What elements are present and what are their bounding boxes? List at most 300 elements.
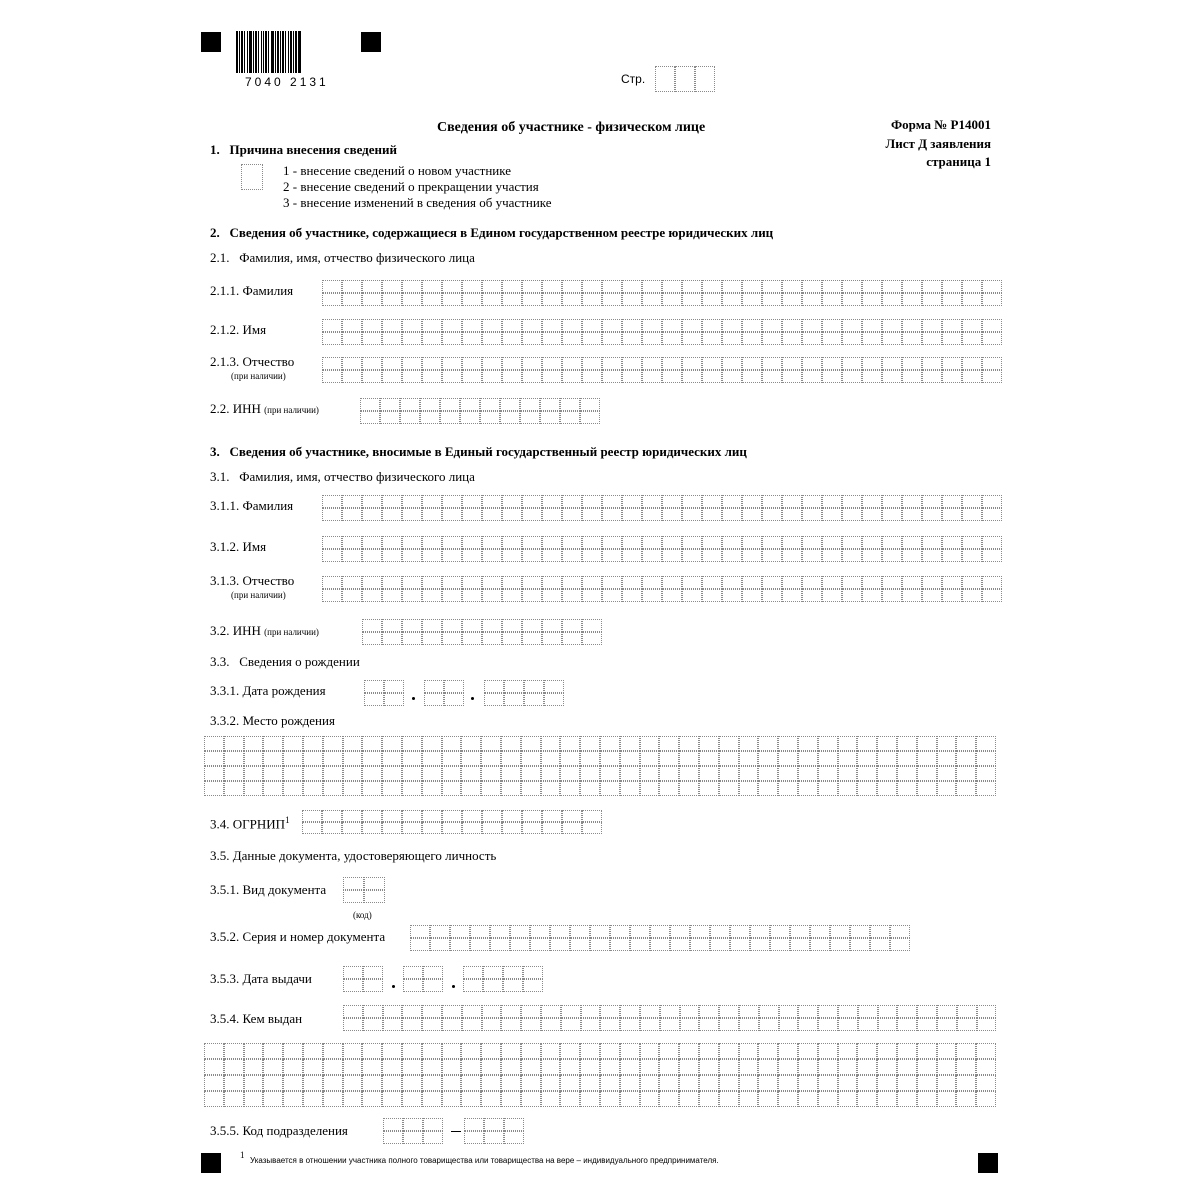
input-cell bbox=[464, 1118, 484, 1131]
input-cell bbox=[442, 822, 462, 834]
input-cell bbox=[622, 495, 642, 508]
input-cell bbox=[450, 938, 470, 951]
input-cell bbox=[542, 293, 562, 306]
input-cell bbox=[699, 1005, 719, 1018]
reason-option-2: 2 - внесение сведений о прекращении участия bbox=[283, 179, 539, 194]
input-cell bbox=[937, 751, 957, 766]
input-cell bbox=[522, 319, 542, 332]
input-cell bbox=[682, 280, 702, 293]
input-cell bbox=[422, 810, 442, 822]
input-cell bbox=[758, 1059, 778, 1075]
input-cell bbox=[580, 398, 600, 411]
input-cell bbox=[502, 332, 522, 345]
input-cell bbox=[659, 1043, 679, 1059]
input-cell bbox=[822, 589, 842, 602]
input-cell bbox=[524, 680, 544, 693]
input-cell bbox=[838, 781, 858, 796]
input-cell bbox=[562, 632, 582, 645]
input-cell bbox=[640, 781, 660, 796]
input-cell bbox=[702, 549, 722, 562]
input-cell bbox=[522, 576, 542, 589]
s2-inn-field[interactable] bbox=[360, 398, 600, 424]
input-cell bbox=[818, 766, 838, 781]
barcode-bar bbox=[288, 31, 289, 73]
input-cell bbox=[642, 357, 662, 370]
input-cell bbox=[580, 1043, 600, 1059]
input-cell bbox=[283, 781, 303, 796]
input-cell bbox=[722, 536, 742, 549]
input-cell bbox=[660, 1005, 680, 1018]
input-cell bbox=[640, 766, 660, 781]
input-cell bbox=[897, 766, 917, 781]
input-cell bbox=[878, 1018, 898, 1031]
s3-doc-issued-by-field-rest[interactable] bbox=[204, 1043, 996, 1107]
input-cell bbox=[442, 751, 462, 766]
section2-title: 2. Сведения об участнике, содержащиеся в Едином государственном реестре юридических лиц bbox=[210, 225, 774, 240]
input-cell bbox=[842, 508, 862, 521]
page-number-cells[interactable] bbox=[655, 66, 715, 92]
barcode-image bbox=[236, 31, 354, 75]
input-cell bbox=[224, 766, 244, 781]
input-cell bbox=[600, 1059, 620, 1075]
input-cell bbox=[956, 751, 976, 766]
input-cell bbox=[662, 576, 682, 589]
input-cell bbox=[600, 1075, 620, 1091]
s3-birth-year-field[interactable] bbox=[484, 680, 564, 706]
input-cell bbox=[424, 693, 444, 706]
input-cell bbox=[877, 1091, 897, 1107]
input-cell bbox=[602, 280, 622, 293]
input-cell bbox=[402, 822, 422, 834]
input-cell bbox=[838, 1005, 858, 1018]
input-cell bbox=[739, 1059, 759, 1075]
s3-birth-place-field[interactable] bbox=[204, 736, 996, 796]
barcode-bar bbox=[236, 31, 238, 73]
input-cell bbox=[244, 1091, 264, 1107]
input-cell bbox=[897, 736, 917, 751]
s2-inn-text: 2.2. ИНН bbox=[210, 401, 261, 416]
input-cell bbox=[362, 810, 382, 822]
input-cell bbox=[640, 1091, 660, 1107]
input-cell bbox=[842, 495, 862, 508]
input-cell bbox=[542, 822, 562, 834]
input-cell bbox=[742, 508, 762, 521]
input-cell bbox=[778, 736, 798, 751]
input-cell bbox=[322, 589, 342, 602]
input-cell bbox=[862, 589, 882, 602]
s3-doc-issue-year-field[interactable] bbox=[463, 966, 543, 992]
input-cell bbox=[502, 319, 522, 332]
input-cell bbox=[877, 766, 897, 781]
input-cell bbox=[263, 1075, 283, 1091]
barcode-bar bbox=[275, 31, 276, 73]
input-cell bbox=[362, 751, 382, 766]
input-cell bbox=[224, 751, 244, 766]
input-cell bbox=[922, 508, 942, 521]
input-cell bbox=[520, 398, 540, 411]
s2-name-field[interactable] bbox=[322, 319, 1002, 345]
input-cell bbox=[322, 495, 342, 508]
barcode-bar bbox=[253, 31, 254, 73]
input-cell bbox=[822, 536, 842, 549]
input-cell bbox=[682, 508, 702, 521]
input-cell bbox=[982, 370, 1002, 383]
input-cell bbox=[937, 1043, 957, 1059]
input-cell bbox=[620, 766, 640, 781]
input-cell bbox=[224, 781, 244, 796]
input-cell bbox=[561, 1005, 581, 1018]
input-cell bbox=[481, 751, 501, 766]
input-cell bbox=[702, 280, 722, 293]
input-cell bbox=[402, 280, 422, 293]
input-cell bbox=[422, 632, 442, 645]
s2-patronymic-field[interactable] bbox=[322, 357, 1002, 383]
input-cell bbox=[482, 632, 502, 645]
birth-date-separator-1 bbox=[412, 697, 415, 700]
input-cell bbox=[442, 280, 462, 293]
input-cell bbox=[742, 370, 762, 383]
input-cell bbox=[762, 319, 782, 332]
input-cell bbox=[422, 370, 442, 383]
input-cell bbox=[303, 766, 323, 781]
input-cell bbox=[858, 1018, 878, 1031]
input-cell bbox=[962, 549, 982, 562]
reason-code-cell[interactable] bbox=[241, 164, 263, 190]
input-cell bbox=[679, 1043, 699, 1059]
input-cell bbox=[922, 549, 942, 562]
input-cell bbox=[882, 357, 902, 370]
input-cell bbox=[522, 632, 542, 645]
input-cell bbox=[600, 736, 620, 751]
barcode-bar bbox=[263, 31, 264, 73]
input-cell bbox=[522, 370, 542, 383]
input-cell bbox=[818, 1075, 838, 1091]
corner-marker-top-right bbox=[361, 32, 381, 52]
input-cell bbox=[882, 280, 902, 293]
input-cell bbox=[778, 751, 798, 766]
input-cell bbox=[862, 495, 882, 508]
section3-title: 3. Сведения об участнике, вносимые в Единый государственный реестр юридических лиц bbox=[210, 444, 747, 459]
input-cell bbox=[541, 766, 561, 781]
input-cell bbox=[382, 319, 402, 332]
input-cell bbox=[442, 736, 462, 751]
input-cell bbox=[562, 332, 582, 345]
input-cell bbox=[362, 822, 382, 834]
input-cell bbox=[719, 1091, 739, 1107]
input-cell bbox=[303, 1091, 323, 1107]
input-cell bbox=[739, 736, 759, 751]
input-cell bbox=[430, 925, 450, 938]
input-cell bbox=[382, 1075, 402, 1091]
input-cell bbox=[762, 293, 782, 306]
input-cell bbox=[570, 938, 590, 951]
input-cell bbox=[956, 766, 976, 781]
input-cell bbox=[640, 1043, 660, 1059]
input-cell bbox=[522, 357, 542, 370]
input-cell bbox=[937, 1091, 957, 1107]
input-cell bbox=[224, 1059, 244, 1075]
input-cell bbox=[782, 280, 802, 293]
input-cell bbox=[702, 319, 722, 332]
input-cell bbox=[818, 1043, 838, 1059]
input-cell bbox=[442, 589, 462, 602]
input-cell bbox=[521, 751, 541, 766]
s2-surname-label: 2.1.1. Фамилия bbox=[210, 283, 294, 298]
input-cell bbox=[838, 1075, 858, 1091]
input-cell bbox=[562, 508, 582, 521]
input-cell bbox=[842, 576, 862, 589]
input-cell bbox=[982, 549, 1002, 562]
input-cell bbox=[423, 966, 443, 979]
s2-surname-field[interactable] bbox=[322, 280, 1002, 306]
input-cell bbox=[862, 576, 882, 589]
barcode-bar bbox=[298, 31, 301, 73]
input-cell bbox=[403, 1118, 423, 1131]
s3-doc-dept-code-part1[interactable] bbox=[383, 1118, 443, 1144]
input-cell bbox=[802, 576, 822, 589]
input-cell bbox=[343, 1059, 363, 1075]
input-cell bbox=[540, 398, 560, 411]
input-cell bbox=[403, 979, 423, 992]
input-cell bbox=[862, 549, 882, 562]
input-cell bbox=[682, 495, 702, 508]
input-cell bbox=[383, 1018, 403, 1031]
input-cell bbox=[580, 766, 600, 781]
input-cell bbox=[882, 495, 902, 508]
input-cell bbox=[642, 495, 662, 508]
input-cell bbox=[402, 1005, 422, 1018]
input-cell bbox=[502, 549, 522, 562]
input-cell bbox=[204, 751, 224, 766]
input-cell bbox=[362, 280, 382, 293]
input-cell bbox=[560, 1091, 580, 1107]
input-cell bbox=[322, 822, 342, 834]
input-cell bbox=[502, 293, 522, 306]
input-cell bbox=[782, 508, 802, 521]
s3-surname-field[interactable] bbox=[322, 495, 1002, 521]
input-cell bbox=[410, 925, 430, 938]
input-cell bbox=[364, 693, 384, 706]
input-cell bbox=[363, 1005, 383, 1018]
input-cell bbox=[542, 632, 562, 645]
input-cell bbox=[422, 589, 442, 602]
input-cell bbox=[283, 766, 303, 781]
input-cell bbox=[442, 357, 462, 370]
input-cell bbox=[857, 766, 877, 781]
input-cell bbox=[882, 508, 902, 521]
input-cell bbox=[822, 319, 842, 332]
input-cell bbox=[699, 1059, 719, 1075]
input-cell bbox=[922, 280, 942, 293]
input-cell bbox=[710, 925, 730, 938]
input-cell bbox=[722, 549, 742, 562]
input-cell bbox=[470, 938, 490, 951]
input-cell bbox=[862, 332, 882, 345]
input-cell bbox=[962, 332, 982, 345]
input-cell bbox=[719, 1018, 739, 1031]
input-cell bbox=[542, 810, 562, 822]
input-cell bbox=[802, 370, 822, 383]
s3-ogrnip-text: 3.4. ОГРНИП bbox=[210, 816, 286, 832]
input-cell bbox=[560, 1043, 580, 1059]
input-cell bbox=[902, 332, 922, 345]
s3-ogrnip-field[interactable] bbox=[302, 810, 602, 834]
input-cell bbox=[382, 810, 402, 822]
input-cell bbox=[897, 1075, 917, 1091]
input-cell bbox=[822, 280, 842, 293]
input-cell bbox=[600, 1043, 620, 1059]
s3-birth-place-label: 3.3.2. Место рождения bbox=[210, 713, 335, 728]
input-cell bbox=[758, 751, 778, 766]
input-cell bbox=[722, 332, 742, 345]
input-cell bbox=[263, 1043, 283, 1059]
input-cell bbox=[662, 319, 682, 332]
input-cell bbox=[662, 589, 682, 602]
input-cell bbox=[541, 1043, 561, 1059]
input-cell bbox=[602, 495, 622, 508]
input-cell bbox=[662, 332, 682, 345]
s3-doc-type-field[interactable] bbox=[343, 877, 385, 903]
input-cell bbox=[622, 319, 642, 332]
input-cell bbox=[976, 781, 996, 796]
input-cell bbox=[798, 1091, 818, 1107]
input-cell bbox=[742, 280, 762, 293]
input-cell bbox=[962, 576, 982, 589]
input-cell bbox=[402, 589, 422, 602]
input-cell bbox=[442, 576, 462, 589]
input-cell bbox=[630, 938, 650, 951]
input-cell bbox=[362, 1075, 382, 1091]
barcode-bar bbox=[271, 31, 274, 73]
input-cell bbox=[862, 357, 882, 370]
input-cell bbox=[739, 1091, 759, 1107]
input-cell bbox=[482, 319, 502, 332]
input-cell bbox=[956, 1059, 976, 1075]
input-cell bbox=[204, 781, 224, 796]
s3-ogrnip-footnote-mark: 1 bbox=[285, 815, 290, 825]
input-cell bbox=[322, 549, 342, 562]
input-cell bbox=[659, 1075, 679, 1091]
input-cell bbox=[702, 589, 722, 602]
input-cell bbox=[897, 1091, 917, 1107]
input-cell bbox=[501, 1059, 521, 1075]
input-cell bbox=[362, 293, 382, 306]
input-cell bbox=[204, 1075, 224, 1091]
input-cell bbox=[679, 1075, 699, 1091]
input-cell bbox=[402, 1018, 422, 1031]
input-cell bbox=[582, 508, 602, 521]
input-cell bbox=[640, 751, 660, 766]
input-cell bbox=[842, 357, 862, 370]
input-cell bbox=[501, 1075, 521, 1091]
input-cell bbox=[541, 1005, 561, 1018]
input-cell bbox=[462, 370, 482, 383]
input-cell bbox=[882, 589, 902, 602]
input-cell bbox=[580, 1091, 600, 1107]
input-cell bbox=[778, 1075, 798, 1091]
input-cell bbox=[602, 589, 622, 602]
input-cell bbox=[982, 293, 1002, 306]
input-cell bbox=[982, 508, 1002, 521]
input-cell bbox=[362, 589, 382, 602]
input-cell bbox=[470, 925, 490, 938]
input-cell bbox=[818, 1005, 838, 1018]
input-cell bbox=[460, 398, 480, 411]
s3-doc-issue-month-field[interactable] bbox=[403, 966, 443, 992]
input-cell bbox=[802, 280, 822, 293]
input-cell bbox=[384, 693, 404, 706]
input-cell bbox=[541, 1059, 561, 1075]
section2-fio-title: 2.1. Фамилия, имя, отчество физического лица bbox=[210, 250, 475, 265]
input-cell bbox=[956, 736, 976, 751]
input-cell bbox=[762, 370, 782, 383]
s3-doc-issue-day-field[interactable] bbox=[343, 966, 383, 992]
input-cell bbox=[877, 751, 897, 766]
input-cell bbox=[544, 680, 564, 693]
input-cell bbox=[742, 495, 762, 508]
input-cell bbox=[562, 549, 582, 562]
input-cell bbox=[482, 280, 502, 293]
input-cell bbox=[699, 1043, 719, 1059]
input-cell bbox=[842, 589, 862, 602]
input-cell bbox=[722, 576, 742, 589]
input-cell bbox=[204, 1091, 224, 1107]
input-cell bbox=[620, 1005, 640, 1018]
input-cell bbox=[302, 822, 322, 834]
input-cell bbox=[897, 1059, 917, 1075]
input-cell bbox=[917, 1043, 937, 1059]
s3-name-field[interactable] bbox=[322, 536, 1002, 562]
input-cell bbox=[790, 938, 810, 951]
input-cell bbox=[343, 766, 363, 781]
input-cell bbox=[362, 781, 382, 796]
input-cell bbox=[362, 736, 382, 751]
input-cell bbox=[400, 411, 420, 424]
s3-birth-day-field[interactable] bbox=[364, 680, 404, 706]
input-cell bbox=[650, 925, 670, 938]
input-cell bbox=[762, 332, 782, 345]
input-cell bbox=[702, 536, 722, 549]
input-cell bbox=[830, 938, 850, 951]
input-cell bbox=[922, 319, 942, 332]
input-cell bbox=[882, 576, 902, 589]
input-cell bbox=[562, 280, 582, 293]
input-cell bbox=[382, 508, 402, 521]
s3-doc-issued-by-field-line1[interactable] bbox=[343, 1005, 996, 1031]
input-cell bbox=[640, 1005, 660, 1018]
s3-doc-dept-code-part2[interactable] bbox=[464, 1118, 524, 1144]
input-cell bbox=[263, 766, 283, 781]
corner-marker-bottom-left bbox=[201, 1153, 221, 1173]
input-cell bbox=[560, 411, 580, 424]
input-cell bbox=[798, 751, 818, 766]
input-cell bbox=[342, 319, 362, 332]
input-cell bbox=[224, 1075, 244, 1091]
s3-doc-series-field[interactable] bbox=[410, 925, 910, 951]
input-cell bbox=[442, 495, 462, 508]
input-cell bbox=[382, 736, 402, 751]
s3-birth-month-field[interactable] bbox=[424, 680, 464, 706]
input-cell bbox=[422, 619, 442, 632]
input-cell bbox=[481, 766, 501, 781]
input-cell bbox=[504, 1131, 524, 1144]
input-cell bbox=[722, 495, 742, 508]
input-cell bbox=[323, 1059, 343, 1075]
input-cell bbox=[244, 1075, 264, 1091]
s3-patronymic-field[interactable] bbox=[322, 576, 1002, 602]
s3-inn-field[interactable] bbox=[362, 619, 602, 645]
input-cell bbox=[679, 1059, 699, 1075]
